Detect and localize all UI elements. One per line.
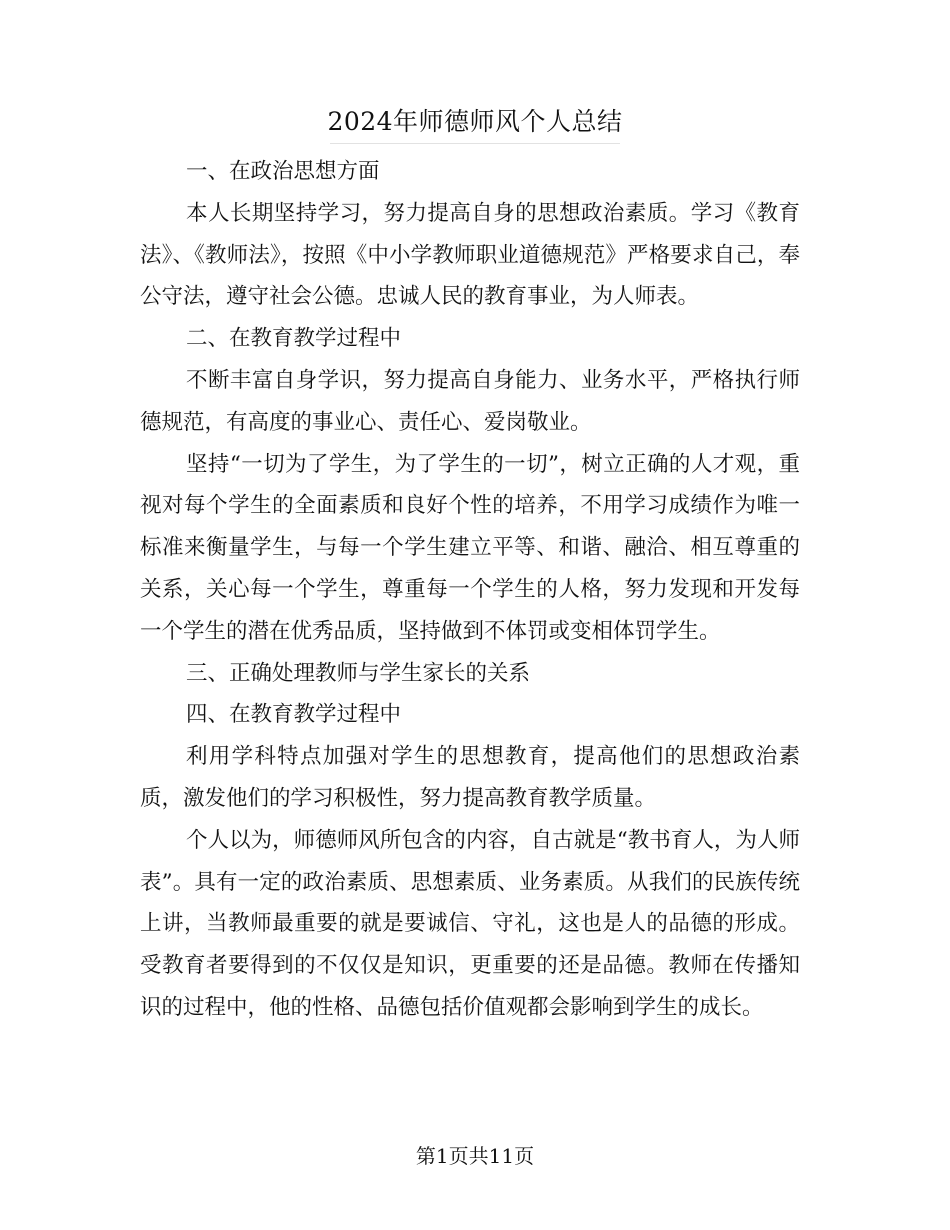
- paragraph-1: 本人长期坚持学习，努力提高自身的思想政治素质。学习《教育法》、《教师法》，按照《中小学教师职业道德规范》严格要求自己，奉公守法，遵守社会公德。忠诚人民的教育事业，为人师表。: [140, 200, 800, 310]
- page-title: 2024年师德师风个人总结: [327, 107, 623, 136]
- document-body: [140, 151, 800, 1029]
- paragraph-5: 个人以为，师德师风所包含的内容，自古就是“教书育人，为人师表”。具有一定的政治素质、思想素质、业务素质。从我们的民族传统上讲，当教师最重要的就是要诚信、守礼，这也是人的品德的形成。受教育者要得到的不仅仅是知识，更重要的还是品德。教师在传播知识的过程中，他的性格、品德包括价值观都会影响到学生的成长。: [140, 827, 800, 1020]
- section-heading-2: 二、在教育教学过程中: [186, 326, 402, 352]
- section-heading-3: 三、正确处理教师与学生家长的关系: [186, 660, 531, 686]
- page-footer: 第1页共11页: [415, 1144, 535, 1168]
- paragraph-4: 利用学科特点加强对学生的思想教育，提高他们的思想政治素质，激发他们的学习积极性，努力提高教育教学质量。: [140, 744, 800, 811]
- paragraph-2: 不断丰富自身学识，努力提高自身能力、业务水平，严格执行师德规范，有高度的事业心、责任心、爱岗敬业。: [140, 367, 800, 435]
- section-heading-1: 一、在政治思想方面: [186, 159, 380, 184]
- paragraph-3: 坚持“一切为了学生，为了学生的一切”，树立正确的人才观，重视对每个学生的全面素质和良好个性的培养，不用学习成绩作为唯一标准来衡量学生，与每一个学生建立平等、和谐、融洽、相互尊重的关系，关心每一个学生，尊重每一个学生的人格，努力发现和开发每一个学生的潜在优秀品质，坚持做到不体罚或变相体罚学生。: [140, 451, 800, 644]
- title-underline: [330, 143, 620, 144]
- section-heading-4: 四、在教育教学过程中: [186, 702, 402, 728]
